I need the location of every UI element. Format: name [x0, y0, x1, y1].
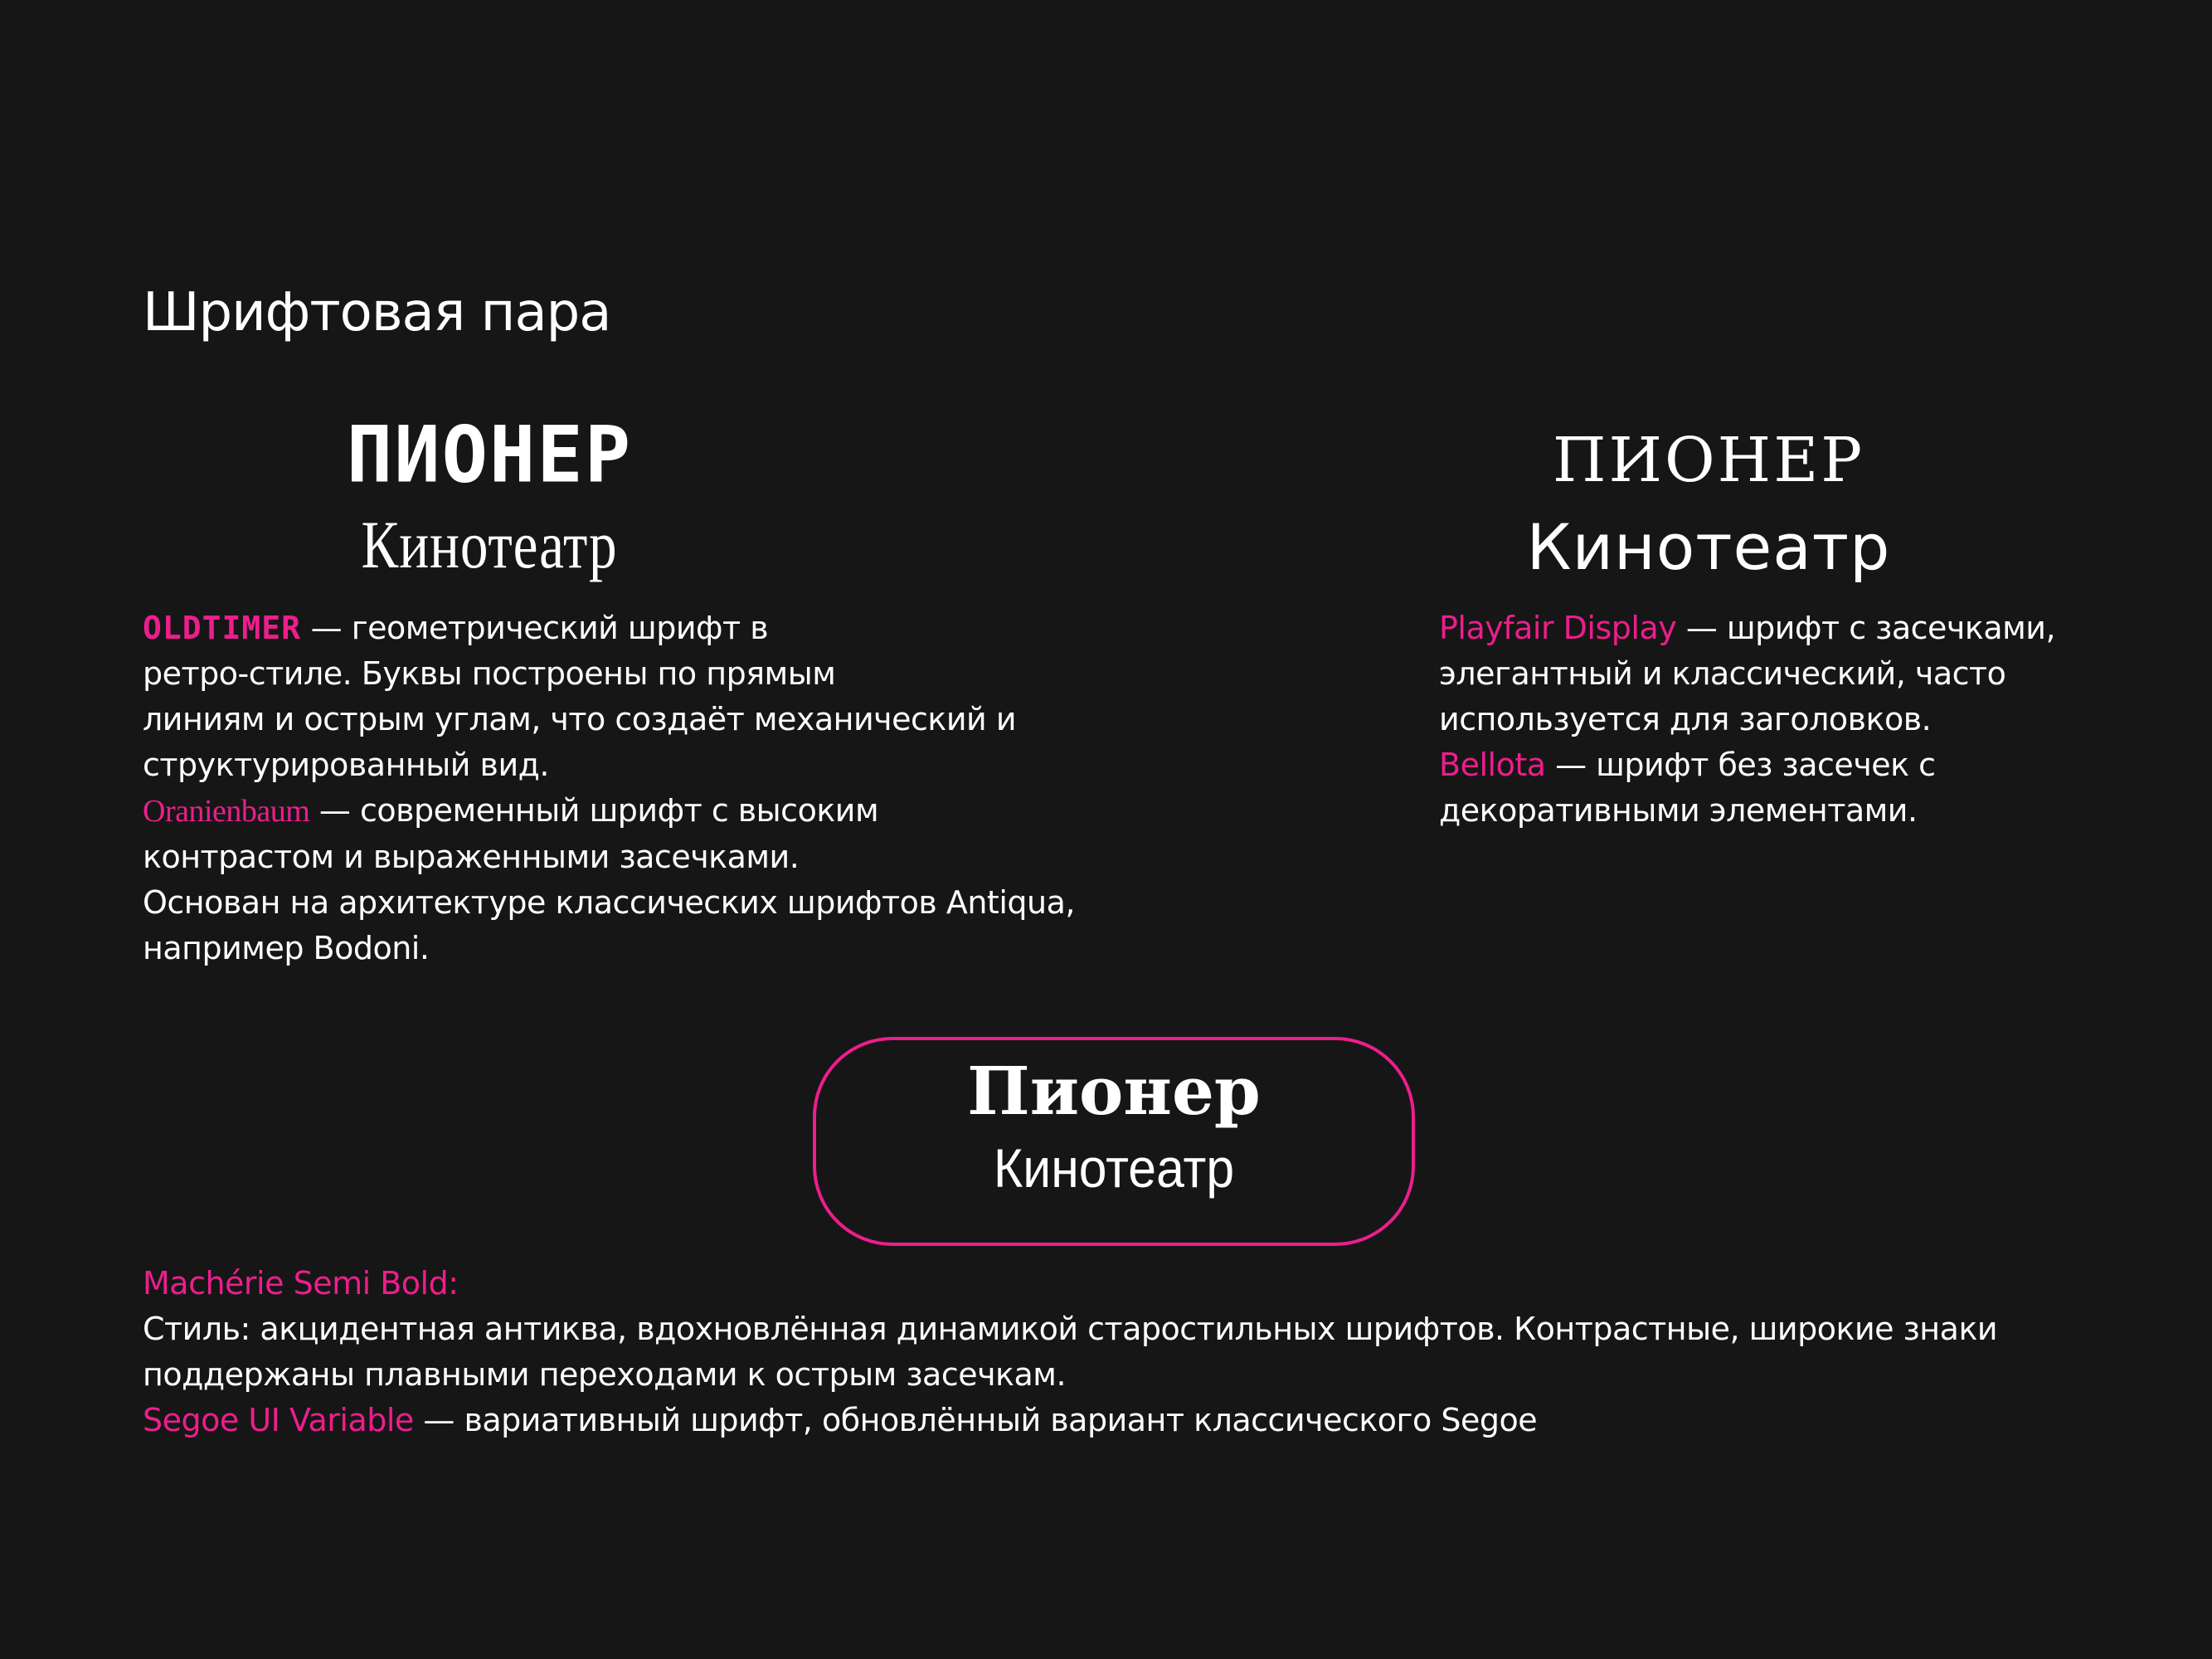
pair1-desc-line: Основан на архитектуре классических шрифтов Antiqua, — [143, 884, 1075, 921]
font-name-macherie: Machérie Semi Bold: — [143, 1265, 459, 1301]
pair1-desc-line — [143, 788, 1075, 834]
pair2-description — [1439, 606, 2055, 834]
pair1-subheading: Кинотеатр — [361, 507, 618, 582]
pair1-desc-line — [143, 606, 1075, 651]
page-title: Шрифтовая пара — [143, 282, 611, 343]
desc-text: — шрифт с засечками, — [1676, 610, 2056, 646]
desc-text: — современный шрифт с высоким — [309, 792, 879, 829]
pair1-heading: ПИОНЕР — [346, 409, 633, 501]
pair2-subheading: Кинотеатр — [1526, 510, 1891, 584]
pair1-desc-line: структурированный вид. — [143, 747, 549, 783]
desc-text: — вариативный шрифт, обновлённый вариант классического Segoe — [413, 1402, 1538, 1438]
pair3-heading: Пионер — [967, 1052, 1261, 1130]
pair1-desc-line: контрастом и выраженными засечками. — [143, 839, 800, 875]
desc-text: — шрифт без засечек с — [1545, 747, 1936, 783]
pair1-desc-line: линиям и острым углам, что создаёт механический и — [143, 701, 1017, 737]
pair3-description — [143, 1261, 1997, 1443]
font-name-oldtimer: OLDTIMER — [143, 610, 302, 646]
pair3-subheading: Кинотеатр — [993, 1137, 1235, 1199]
pair2-heading: ПИОНЕР — [1552, 425, 1865, 496]
font-name-segoe: Segoe UI Variable — [143, 1402, 414, 1438]
pair1-desc-line: например Bodoni. — [143, 930, 430, 966]
pair1-description — [143, 606, 1075, 971]
pair2-desc-line: декоративными элементами. — [1439, 792, 1918, 829]
pair3-desc-line — [143, 1398, 1997, 1443]
font-name-playfair: Playfair Display — [1439, 610, 1677, 646]
pair2-desc-line: используется для заголовков. — [1439, 701, 1932, 737]
font-name-oranienbaum: Oranienbaum — [143, 794, 310, 829]
pair2-desc-line: элегантный и классический, часто — [1439, 655, 2006, 692]
pair2-desc-line — [1439, 606, 2055, 651]
font-name-bellota: Bellota — [1439, 747, 1546, 783]
desc-text: — геометрический шрифт в — [301, 610, 769, 646]
pair2-desc-line — [1439, 742, 2055, 788]
pair3-desc-line: Стиль: акцидентная антиква, вдохновлённая динамикой старостильных шрифтов. Контрастные, широкие знаки — [143, 1311, 1998, 1347]
pair1-desc-line: ретро-стиле. Буквы построены по прямым — [143, 655, 836, 692]
pair3-desc-line: поддержаны плавными переходами к острым засечкам. — [143, 1356, 1067, 1393]
